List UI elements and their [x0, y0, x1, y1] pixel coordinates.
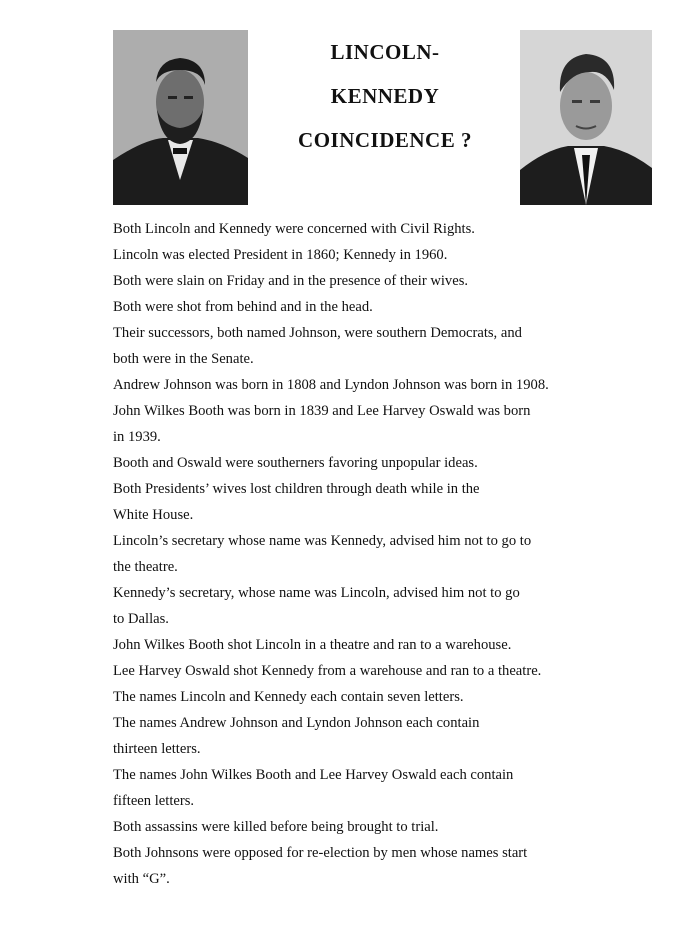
text-line: John Wilkes Booth was born in 1839 and Lee Harvey Oswald was born [113, 403, 531, 419]
kennedy-portrait [520, 30, 652, 205]
page-title [270, 36, 500, 168]
coincidence-list [113, 216, 673, 892]
text-line: to Dallas. [113, 611, 169, 627]
title-line-3: COINCIDENCE ? [298, 128, 472, 152]
lincoln-portrait [113, 30, 248, 205]
text-line: The names John Wilkes Booth and Lee Harvey Oswald each contain [113, 767, 514, 783]
text-line: Lee Harvey Oswald shot Kennedy from a warehouse and ran to a theatre. [113, 663, 542, 679]
text-line: Both were shot from behind and in the head. [113, 299, 373, 315]
text-line: Both Lincoln and Kennedy were concerned with Civil Rights. [113, 221, 475, 237]
text-line: with “G”. [113, 871, 170, 887]
text-line: Both assassins were killed before being brought to trial. [113, 819, 439, 835]
text-line: Andrew Johnson was born in 1808 and Lyndon Johnson was born in 1908. [113, 377, 549, 393]
title-line-1: LINCOLN- [330, 40, 440, 64]
text-line: Their successors, both named Johnson, were southern Democrats, and [113, 325, 522, 341]
text-line: Lincoln’s secretary whose name was Kennedy, advised him not to go to [113, 533, 532, 549]
text-line: the theatre. [113, 559, 178, 575]
text-line: Both were slain on Friday and in the presence of their wives. [113, 273, 469, 289]
text-line: thirteen letters. [113, 741, 201, 757]
text-line: both were in the Senate. [113, 351, 254, 367]
text-line: The names Andrew Johnson and Lyndon Johnson each contain [113, 715, 480, 731]
text-line: Kennedy’s secretary, whose name was Lincoln, advised him not to go [113, 585, 520, 601]
text-line: John Wilkes Booth shot Lincoln in a theatre and ran to a warehouse. [113, 637, 512, 653]
text-line: Booth and Oswald were southerners favoring unpopular ideas. [113, 455, 478, 471]
text-line: The names Lincoln and Kennedy each contain seven letters. [113, 689, 464, 705]
text-line: Both Johnsons were opposed for re-election by men whose names start [113, 845, 528, 861]
text-line: Lincoln was elected President in 1860; Kennedy in 1960. [113, 247, 448, 263]
text-line: in 1939. [113, 429, 161, 445]
text-line: Both Presidents’ wives lost children through death while in the [113, 481, 480, 497]
title-line-2: KENNEDY [330, 84, 440, 108]
text-line: White House. [113, 507, 194, 523]
text-line: fifteen letters. [113, 793, 195, 809]
